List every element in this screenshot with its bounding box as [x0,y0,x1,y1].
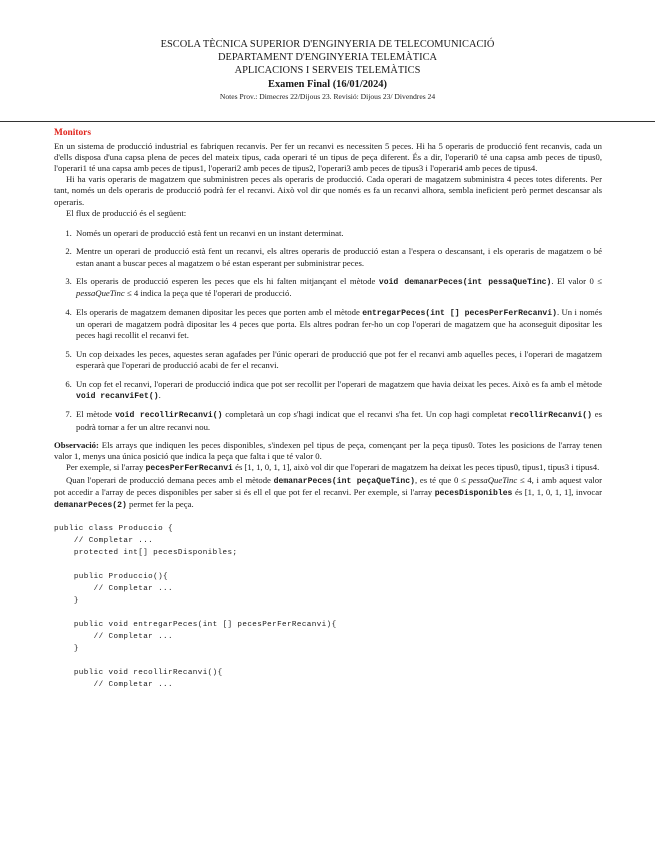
list-item-text: El mètode [76,409,115,420]
school-name: ESCOLA TÈCNICA SUPERIOR D'ENGINYERIA DE TELECOMUNICACIÓ [160,39,495,50]
exam-title: Examen Final (16/01/2024) [268,78,387,90]
list-item-text: ≤ 4 indica la peça que té l'operari de producció. [124,288,292,299]
code-line: public class Produccio { [54,524,173,533]
code-line: // Completar ... [54,632,173,641]
department-name: DEPARTAMENT D'ENGINYERIA TELEMÀTICA [218,52,437,64]
code-line: // Completar ... [54,680,173,689]
request-paragraph [54,475,602,511]
code-line: // Completar ... [54,536,154,545]
list-item-text: Mentre un operari de producció està fent un recanvi, els altres operaris de producció estan a l'espera o descansant, i els operaris de magatzem o bé estan anant a buscar peces al magatzem o bé estan esperant per subministrar peces. [76,246,602,268]
code-line: public void recollirRecanvi(){ [54,668,223,677]
math-variable: pessaQueTinc [76,288,125,299]
exam-body [54,124,602,691]
example-text: és [1, 1, 0, 1, 1], això vol dir que l'operari de magatzem ha deixat les peces tipus0, tipus1, tipus3 i tipus4. [232,462,600,473]
code-inline: recollirRecanvi() [509,411,592,421]
code-inline: demanarPeces(2) [54,500,127,510]
request-text: Quan l'operari de producció demana peces amb el mètode [66,474,274,485]
example-text: Per exemple, si l'array [66,462,146,473]
request-text: permet fer la peça. [126,498,194,509]
list-item-text: Només un operari de producció està fent un recanvi en un instant determinat. [76,227,344,238]
request-text: , es té que 0 ≤ [414,474,469,485]
list-item-text: . El valor 0 ≤ [551,276,602,287]
list-item-text: Els operaris de producció esperen les peces que els hi falten mitjançant el mètode [76,276,379,287]
exam-header [0,38,655,103]
paragraph-flow: El flux de producció és el següent: [66,207,187,218]
paragraph-warehouse: Hi ha varis operaris de magatzem que subministren peces als operaris de producció. Cada operari de magatzem subministra 4 peces totes diferents. Per tant, només un dels operaris de producció podrà fer el recanvi. Això vol dir que només es fa un recanvi alhora, sembla ineficient però permet descansar als operaris. [54,174,602,207]
list-item [74,276,602,299]
course-name: APLICACIONS I SERVEIS TELEMÀTICS [234,65,421,77]
code-inline: void recanviFet() [76,391,159,401]
section-title: Monitors [54,128,91,138]
list-item-text: Un cop fet el recanvi, l'operari de producció indica que pot ser recollit per l'operari de magatzem que havia deixat les peces. Això es fa amb el mètode [76,378,602,389]
list-item-text: Un cop deixades les peces, aquestes seran agafades per l'únic operari de producció que pot fer el recanvi amb aquelles peces, i l'operari de magatzem esperarà que l'operari de producció acabi de fer el recanvi. [76,348,602,370]
paragraph-intro: En un sistema de producció industrial es fabriquen recanvis. Per fer un recanvi es necessiten 5 peces. Hi ha 5 operaris de producció fent recanvis, cada un d'ells disposa d'una capsa plena de peces del mateix tipus, cada operari té un tipus de peça diferent. És a dir, l'operari0 té una capsa amb peces de tipus0, l'operari1 té una capsa amb peces de tipus1, l'operari2 amb peces de tipus2, l'operari3 amb peces de tipus3 i l'operari4 amb peces de tipus4. [54,141,602,174]
code-line: } [54,644,79,653]
observation-text: Els arrays que indiquen les peces disponibles, s'indexen pel tipus de peça, començant per la peça tipus0. Totes les posicions de l'array tenen valor 1, menys una única posició que indica la peça que falta i que té valor 0. [54,440,602,462]
list-item [74,409,602,432]
code-line: protected int[] pecesDisponibles; [54,548,238,557]
math-variable: pessaQueTinc [468,474,518,485]
example-paragraph [54,462,602,474]
code-inline: pecesDisponibles [434,488,513,498]
code-inline: void demanarPeces(int pessaQueTinc) [378,278,552,288]
list-item-text: . Un i només un operari de magatzem podrà dipositar les 4 peces que porta. Els altres podran fer-ho un cop l'operari de magatzem que ha aconseguit dipositar les peces hagi recollit el recanvi fet. [76,307,602,341]
code-listing [54,523,602,691]
code-line [54,559,602,571]
list-item-text: es podrà tornar a fer un altre recanvi nou. [76,409,602,432]
code-inline: entregarPeces(int [] pecesPerFerRecanvi) [362,309,557,318]
code-line [54,607,602,619]
code-line [54,655,602,667]
code-line: public Produccio(){ [54,572,169,581]
code-inline: void recollirRecanvi() [114,411,223,421]
list-item [74,246,602,268]
list-item [74,228,602,239]
code-line: // Completar ... [54,584,173,593]
list-item [74,307,602,341]
code-line: public void entregarPeces(int [] pecesPerFerRecanvi){ [54,620,337,629]
list-item-text: Els operaris de magatzem demanen dipositar les peces que porten amb el mètode [76,307,363,317]
header-divider [0,121,655,122]
flow-list [54,228,602,433]
code-inline: demanarPeces(int peçaQueTinc) [273,476,415,486]
list-item [74,379,602,402]
list-item-text: completarà un cop s'hagi indicat que el recanvi s'ha fet. Un cop hagi completat [222,409,510,420]
code-inline: pecesPerFerRecanvi [145,464,233,474]
observation-label: Observació: [54,440,99,451]
observation-paragraph [54,440,602,462]
exam-notes: Notes Prov.: Dimecres 22/Dijous 23. Revisió: Dijous 23/ Divendres 24 [219,91,436,101]
code-line: } [54,596,79,605]
list-item [74,349,602,371]
request-text: és [1, 1, 0, 1, 1], invocar [512,486,602,497]
list-item-text: . [158,389,161,400]
request-text: ≤ 4, i amb aquest valor pot accedir a l'array de peces disponibles per saber si és ell el que pot fer el recanvi. Per exemple, si l'array [54,474,602,497]
